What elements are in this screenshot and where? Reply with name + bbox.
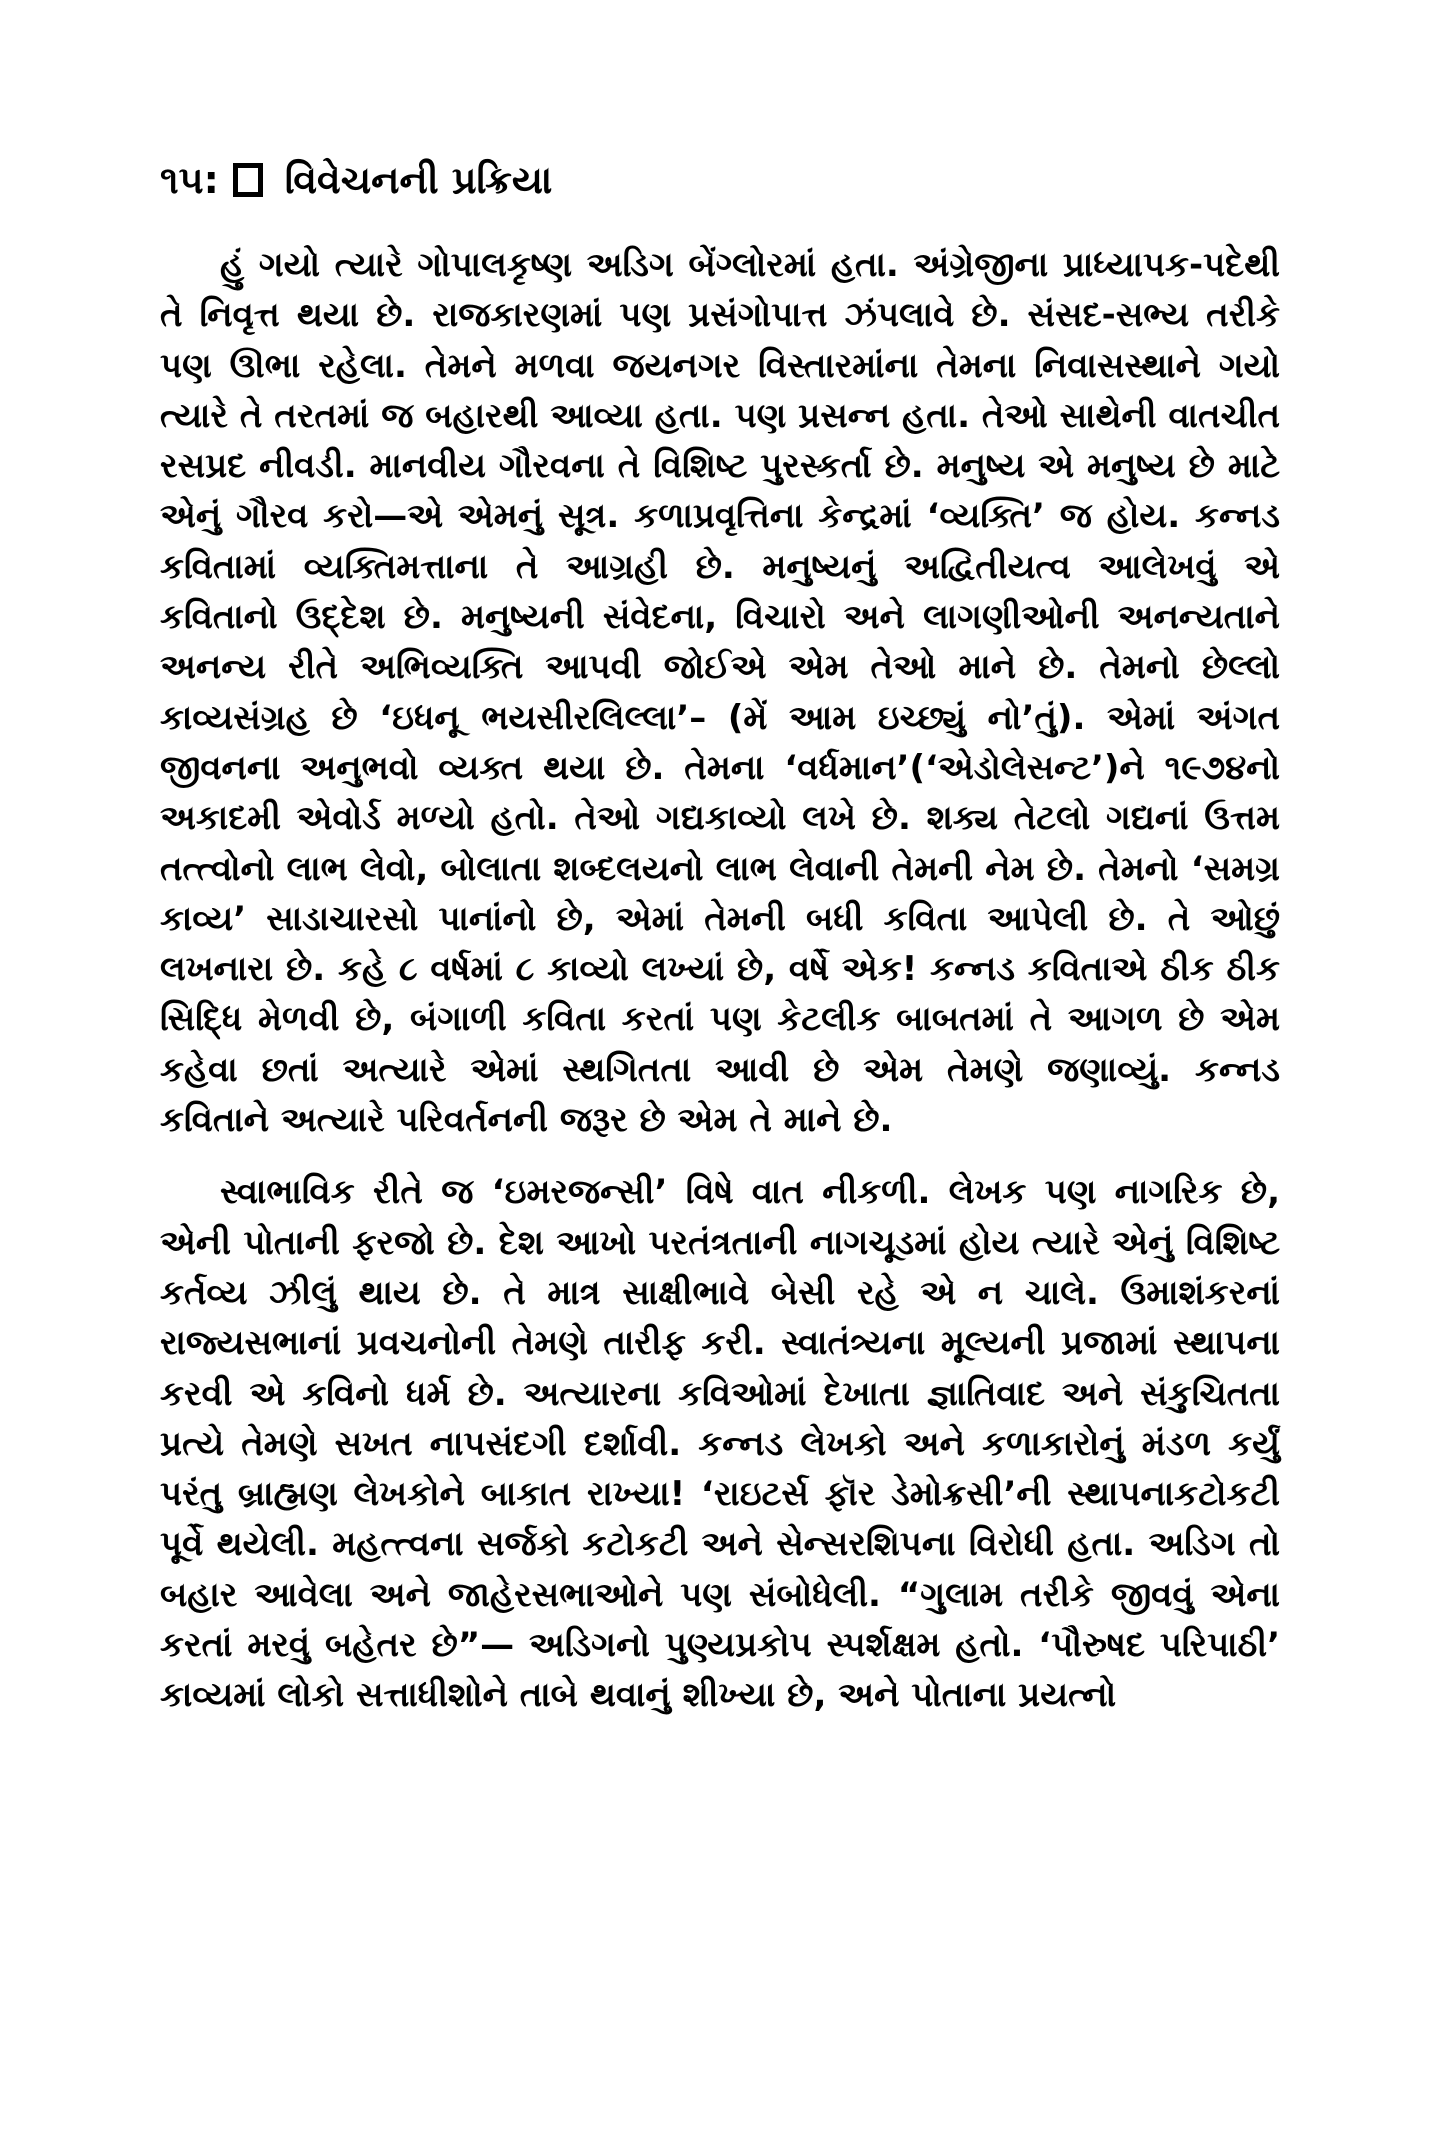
square-box-icon [233, 163, 263, 197]
paragraph-2: સ્વાભાવિક રીતે જ ‘ઇમરજન્સી’ વિષે વાત નીકળી. લેખક પણ નાગરિક છે, એની પોતાની ફરજો છે. દેશ આખો પરતંત્રતાની નાગચૂડમાં હોય ત્યારે એનું વિશિષ્ટ કર્તવ્ય ઝીલું થાય છે. તે માત્ર સાક્ષીભાવે બેસી રહે એ ન ચાલે. ઉમાશંકરનાં રાજ્યસભાનાં પ્રવચનોની તેમણે તારીફ કરી. સ્વાતંત્ર્યના મૂલ્યની પ્રજામાં સ્થાપના કરવી એ કવિનો ધર્મ છે. અત્યારના કવિઓમાં દેખાતા જ્ઞાતિવાદ અને સંકુચિતતા પ્રત્યે તેમણે સખત નાપસંદગી દર્શાવી. કન્નડ લેખકો અને કળાકારોનું મંડળ કર્યું પરંતુ બ્રાહ્મણ લેખકોને બાકાત રાખ્યા! ‘રાઇટર્સ ફૉર ડેમોક્રસી’ની સ્થાપનાકટોકટી પૂર્વે થયેલી. મહત્ત્વના સર્જકો કટોકટી અને સેન્સરશિપના વિરોધી હતા. અડિગ તો બહાર આવેલા અને જાહેરસભાઓને પણ સંબોધેલી. “ગુલામ તરીકે જીવવું એના કરતાં મરવું બહેતર છે”— અડિગનો પુણ્યપ્રકોપ સ્પર્શક્ષમ હતો. ‘પૌરુષદ પરિપાઠી’ કાવ્યમાં લોકો સત્તાધીશોને તાબે થવાનું શીખ્યા છે, અને પોતાના પ્રયત્નો [160, 1172, 1280, 1716]
body-text [160, 240, 1280, 1721]
page-number: ૧૫: [160, 158, 219, 202]
running-header [160, 150, 552, 210]
chapter-title: વિવેચનની પ્રક્રિયા [284, 158, 553, 202]
paragraph-1: હું ગયો ત્યારે ગોપાલકૃષ્ણ અડિગ બેંગ્લોરમાં હતા. અંગ્રેજીના પ્રાધ્યાપક-પદેથી તે નિવૃત્ત થયા છે. રાજકારણમાં પણ પ્રસંગોપાત્ત ઝંપલાવે છે. સંસદ-સભ્ય તરીકે પણ ઊભા રહેલા. તેમને મળવા જયનગર વિસ્તારમાંના તેમના નિવાસસ્થાને ગયો ત્યારે તે તરતમાં જ બહારથી આવ્યા હતા. પણ પ્રસન્ન હતા. તેઓ સાથેની વાતચીત રસપ્રદ નીવડી. માનવીય ગૌરવના તે વિશિષ્ટ પુરસ્કર્તા છે. મનુષ્ય એ મનુષ્ય છે માટે એનું ગૌરવ કરો—એ એમનું સૂત્ર. કળાપ્રવૃત્તિના કેન્દ્રમાં ‘વ્યક્તિ’ જ હોય. કન્નડ કવિતામાં વ્યક્તિમત્તાના તે આગ્રહી છે. મનુષ્યનું અદ્વિતીયત્વ આલેખવું એ કવિતાનો ઉદ્દેશ છે. મનુષ્યની સંવેદના, વિચારો અને લાગણીઓની અનન્યતાને અનન્ય રીતે અભિવ્યક્તિ આપવી જોઈએ એમ તેઓ માને છે. તેમનો છેલ્લો કાવ્યસંગ્રહ છે ‘ઇધનૂ ભયસીરલિલ્લા’– (મેં આમ ઇચ્છ્યું નો’તું). એમાં અંગત જીવનના અનુભવો વ્યક્ત થયા છે. તેમના ‘વર્ધમાન’(‘એડોલેસન્ટ’)ને ૧૯૭૪નો અકાદમી એવોર્ડ મળ્યો હતો. તેઓ ગદ્યકાવ્યો લખે છે. શક્ય તેટલો ગદ્યનાં ઉત્તમ તત્ત્વોનો લાભ લેવો, બોલાતા શબ્દલયનો લાભ લેવાની તેમની નેમ છે. તેમનો ‘સમગ્ર કાવ્ય’ સાડાચારસો પાનાંનો છે, એમાં તેમની બધી કવિતા આપેલી છે. તે ઓછું લખનારા છે. કહે ૮ વર્ષમાં ૮ કાવ્યો લખ્યાં છે, વર્ષે એક! કન્નડ કવિતાએ ઠીક ઠીક સિદ્ધિ મેળવી છે, બંગાળી કવિતા કરતાં પણ કેટલીક બાબતમાં તે આગળ છે એમ કહેવા છતાં અત્યારે એમાં સ્થગિતતા આવી છે એમ તેમણે જણાવ્યું. કન્નડ કવિતાને અત્યારે પરિવર્તનની જરૂર છે એમ તે માને છે. [160, 245, 1281, 1141]
